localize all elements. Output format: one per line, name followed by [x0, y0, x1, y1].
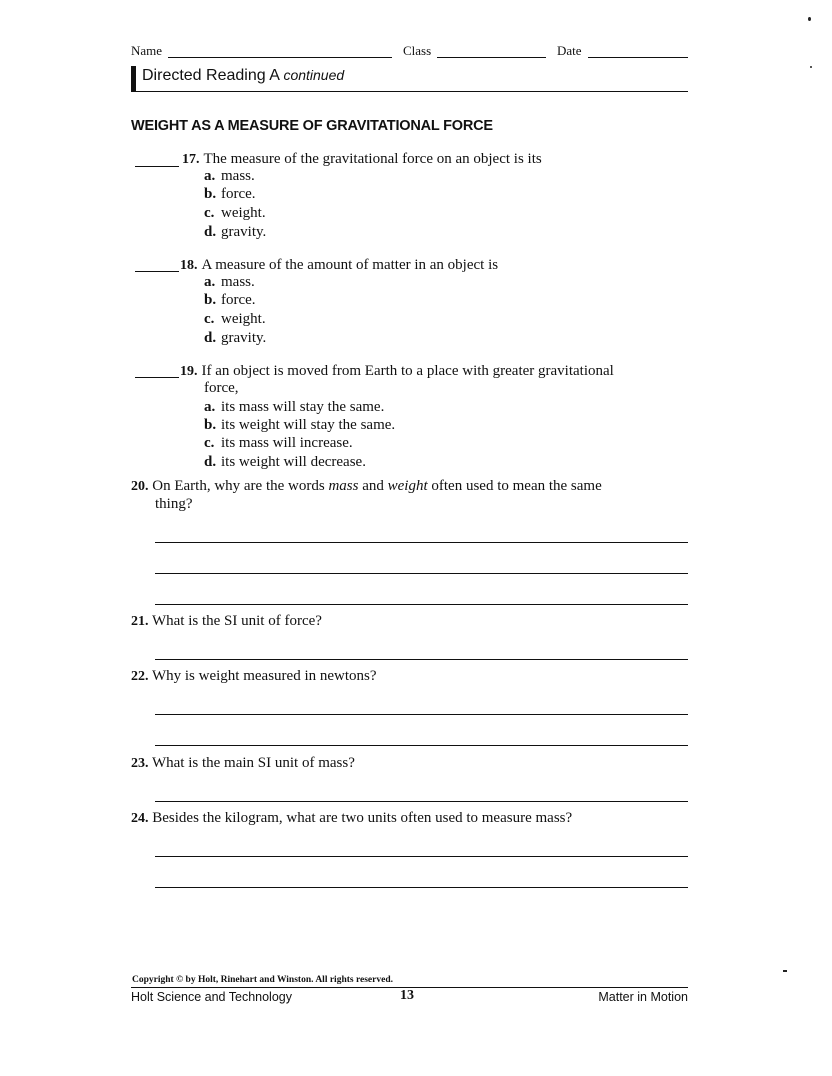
option-17b[interactable] [204, 186, 256, 203]
option-text: gravity. [221, 330, 267, 346]
answer-line-24-2[interactable] [155, 887, 688, 888]
option-text: force. [221, 292, 256, 308]
option-18b[interactable] [204, 292, 256, 309]
option-17a[interactable] [204, 168, 255, 185]
option-text: mass. [221, 274, 255, 290]
question-20 [131, 478, 602, 495]
option-18a[interactable] [204, 274, 255, 291]
question-23 [131, 755, 355, 772]
question-text: A measure of the amount of matter in an object is [201, 257, 499, 273]
page-title [142, 67, 344, 85]
question-number: 17. [182, 152, 200, 167]
question-text-part: and [358, 478, 388, 494]
option-text: its weight will stay the same. [221, 417, 396, 433]
question-19 [180, 362, 614, 380]
option-19d[interactable] [204, 454, 366, 471]
option-letter: d. [204, 330, 217, 346]
title-marker [131, 66, 136, 92]
option-18d[interactable] [204, 330, 266, 347]
option-text: gravity. [221, 224, 267, 240]
question-text [152, 478, 602, 494]
answer-line-21-1[interactable] [155, 659, 688, 660]
option-text: its weight will decrease. [221, 454, 366, 470]
question-text-part: often used to mean the same [427, 478, 602, 494]
option-letter: c. [204, 205, 215, 221]
option-text: force. [221, 186, 256, 202]
option-18c[interactable] [204, 311, 266, 328]
answer-line-22-2[interactable] [155, 745, 688, 746]
question-24 [131, 810, 572, 827]
option-text: weight. [221, 205, 266, 221]
answer-blank-18[interactable] [135, 271, 179, 272]
question-22 [131, 668, 377, 685]
emphasis-mass: mass [328, 478, 359, 494]
copyright-notice: Copyright © by Holt, Rinehart and Winston. All rights reserved. [132, 975, 393, 985]
question-text: Why is weight measured in newtons? [151, 668, 377, 684]
question-text: If an object is moved from Earth to a place with greater gravitational [201, 363, 614, 379]
option-letter: b. [204, 417, 217, 433]
option-letter: d. [204, 454, 217, 470]
question-text: Besides the kilogram, what are two units often used to measure mass? [152, 810, 573, 826]
question-21 [131, 613, 322, 630]
answer-line-23-1[interactable] [155, 801, 688, 802]
answer-line-20-2[interactable] [155, 573, 688, 574]
question-18 [180, 256, 498, 274]
name-label: Name [131, 43, 163, 58]
scan-speck [808, 17, 811, 21]
question-number: 21. [131, 614, 149, 629]
emphasis-weight: weight [387, 478, 428, 494]
option-letter: b. [204, 186, 217, 202]
option-letter: a. [204, 168, 216, 184]
question-text-continued: force, [204, 380, 239, 396]
question-number: 19. [180, 364, 198, 379]
answer-line-24-1[interactable] [155, 856, 688, 857]
option-letter: b. [204, 292, 217, 308]
answer-blank-17[interactable] [135, 166, 179, 167]
option-text: its mass will stay the same. [221, 399, 385, 415]
option-19a[interactable] [204, 399, 384, 416]
option-17c[interactable] [204, 205, 266, 222]
class-label: Class [403, 43, 432, 58]
option-letter: c. [204, 311, 215, 327]
option-text: its mass will increase. [221, 435, 353, 451]
date-field[interactable] [588, 57, 688, 58]
answer-line-20-3[interactable] [155, 604, 688, 605]
option-letter: a. [204, 274, 216, 290]
date-label: Date [557, 43, 582, 58]
question-text: What is the main SI unit of mass? [151, 755, 355, 771]
section-heading: WEIGHT AS A MEASURE OF GRAVITATIONAL FORCE [131, 118, 493, 134]
question-number: 20. [131, 479, 149, 494]
question-text: What is the SI unit of force? [151, 613, 322, 629]
option-text: mass. [221, 168, 255, 184]
question-text-continued: thing? [155, 496, 193, 512]
question-number: 24. [131, 811, 149, 826]
answer-blank-19[interactable] [135, 377, 179, 378]
question-number: 23. [131, 756, 149, 771]
option-letter: d. [204, 224, 217, 240]
option-text: weight. [221, 311, 266, 327]
publisher-name: Holt Science and Technology [131, 990, 292, 1004]
page-number: 13 [400, 988, 414, 1003]
answer-line-22-1[interactable] [155, 714, 688, 715]
question-number: 18. [180, 258, 198, 273]
question-number: 22. [131, 669, 149, 684]
page-title-suffix: continued [283, 67, 345, 83]
option-17d[interactable] [204, 224, 266, 241]
chapter-name: Matter in Motion [598, 990, 688, 1004]
question-text-part: On Earth, why are the words [152, 478, 329, 494]
page-title-text: Directed Reading A [142, 67, 279, 84]
answer-line-20-1[interactable] [155, 542, 688, 543]
option-19b[interactable] [204, 417, 395, 434]
scan-speck [810, 66, 812, 68]
question-text: The measure of the gravitational force on an object is its [203, 151, 542, 167]
option-letter: a. [204, 399, 216, 415]
class-field[interactable] [437, 57, 546, 58]
option-letter: c. [204, 435, 215, 451]
name-field[interactable] [168, 57, 392, 58]
question-17 [182, 150, 542, 168]
option-19c[interactable] [204, 435, 353, 452]
scan-speck [783, 970, 787, 972]
title-divider [131, 91, 688, 92]
